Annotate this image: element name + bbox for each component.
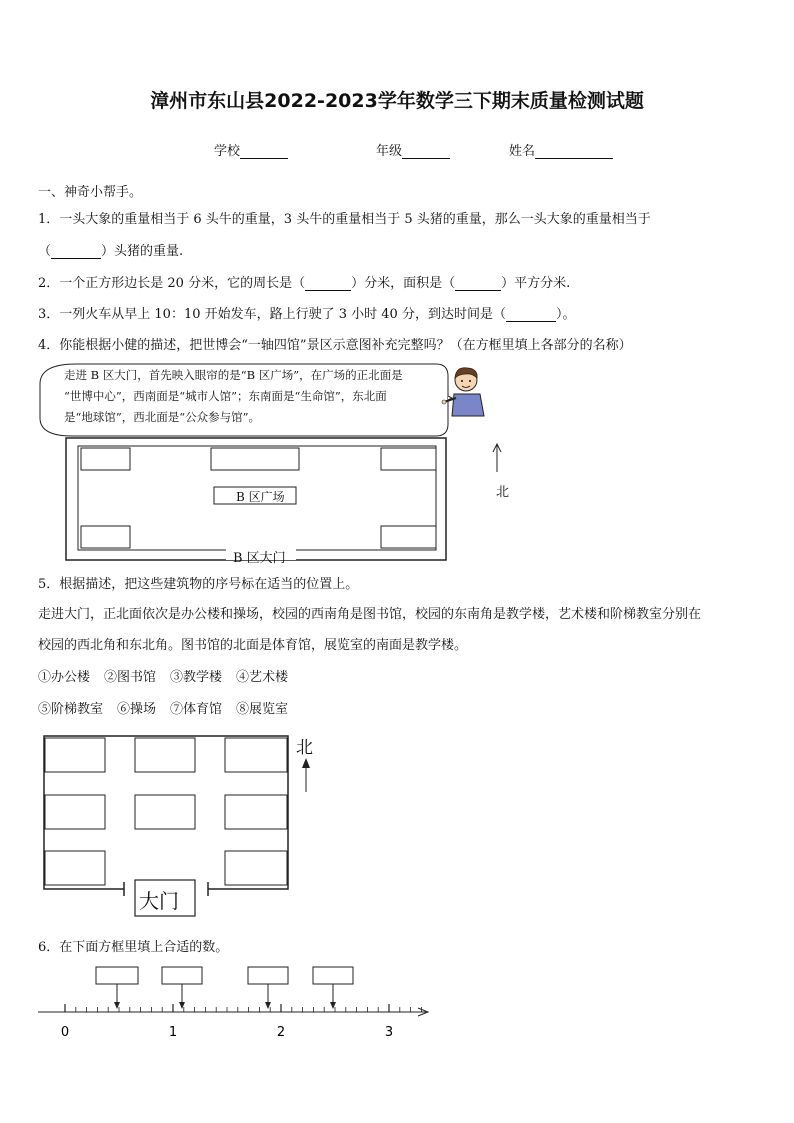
box-southeast[interactable] bbox=[381, 526, 436, 548]
plot-center[interactable] bbox=[135, 795, 195, 829]
q2-blank-perimeter[interactable] bbox=[305, 278, 351, 291]
q1-open: （ bbox=[38, 244, 52, 259]
q2-line bbox=[38, 272, 570, 291]
name-blank[interactable] bbox=[535, 145, 613, 159]
q5-desc-2: 校园的西北角和东北角。图书馆的北面是体育馆，展览室的南面是教学楼。 bbox=[38, 638, 468, 653]
q2-b: ）分米，面积是（ bbox=[351, 276, 456, 291]
q2-a: 2．一个正方形边长是 20 分米，它的周长是（ bbox=[38, 276, 306, 291]
q3-a: 3．一列火车从早上 10：10 开始发车，路上行驶了 3 小时 40 分，到达时间是（ bbox=[38, 307, 506, 322]
bubble-line-2: “世博中心”，西南面是“城市人馆”；东南面是“生命馆”，东北面 bbox=[64, 389, 387, 403]
answer-box-1[interactable] bbox=[96, 967, 138, 984]
bubble-line-1: 走进 B 区大门，首先映入眼帘的是“B 区广场”，在广场的正北面是 bbox=[64, 368, 403, 382]
tick-labels bbox=[61, 1025, 393, 1040]
plot-e[interactable] bbox=[225, 795, 287, 829]
tick-label-1: 1 bbox=[168, 1025, 178, 1040]
bubble-line-3: 是“地球馆”，西北面是“公众参与馆”。 bbox=[64, 410, 261, 424]
answer-box-4[interactable] bbox=[313, 967, 353, 984]
item-gym: ⑦体育馆 bbox=[170, 702, 223, 717]
item-playground: ⑥操场 bbox=[117, 702, 157, 717]
plot-n[interactable] bbox=[135, 738, 195, 772]
gate-label: 大门 bbox=[139, 889, 179, 913]
q4-question: 4．你能根据小健的描述，把世博会“一轴四馆”景区示意图补充完整吗？（在方框里填上各部分的名称） bbox=[38, 338, 632, 353]
q4-north-label: 北 bbox=[496, 485, 510, 500]
q1-line2 bbox=[38, 240, 183, 259]
box-north[interactable] bbox=[211, 448, 299, 470]
item-art: ④艺术楼 bbox=[236, 670, 289, 685]
page-title: 漳州市东山县2022-2023学年数学三下期末质量检测试题 bbox=[150, 90, 644, 112]
item-office: ①办公楼 bbox=[38, 670, 91, 685]
q1-line1: 1．一头大象的重量相当于 6 头牛的重量，3 头牛的重量相当于 5 头猪的重量，那么一头大象的重量相当于 bbox=[38, 212, 651, 227]
name-field bbox=[509, 140, 613, 159]
q5-items-row2 bbox=[38, 698, 302, 717]
q3-b: ）。 bbox=[555, 307, 576, 322]
plot-w[interactable] bbox=[45, 795, 105, 829]
q2-blank-area[interactable] bbox=[455, 278, 501, 291]
plot-nw[interactable] bbox=[45, 738, 105, 772]
q3-blank[interactable] bbox=[506, 309, 556, 322]
box-northwest[interactable] bbox=[81, 448, 130, 470]
grade-blank[interactable] bbox=[402, 145, 450, 159]
q5-desc-1: 走进大门，正北面依次是办公楼和操场，校园的西南角是图书馆，校园的东南角是教学楼，艺术楼和阶梯教室分别在 bbox=[38, 607, 702, 622]
tick-label-3: 3 bbox=[384, 1025, 394, 1040]
school-field bbox=[214, 140, 288, 159]
school-blank[interactable] bbox=[240, 145, 288, 159]
plaza-label: B 区广场 bbox=[236, 490, 285, 504]
section-heading: 一、神奇小帮手。 bbox=[38, 185, 143, 200]
pointers bbox=[114, 984, 336, 1009]
q1-close: ）头猪的重量. bbox=[101, 244, 184, 259]
q1-answer-blank[interactable] bbox=[51, 246, 101, 259]
q6-number-line bbox=[38, 962, 438, 1046]
plot-ne[interactable] bbox=[225, 738, 287, 772]
box-northeast[interactable] bbox=[381, 448, 436, 470]
q3-line bbox=[38, 303, 575, 322]
item-exhibition: ⑧展览室 bbox=[236, 702, 289, 717]
q5-items-row1 bbox=[38, 666, 302, 685]
item-lecture-hall: ⑤阶梯教室 bbox=[38, 702, 104, 717]
answer-box-2[interactable] bbox=[162, 967, 202, 984]
name-label: 姓名 bbox=[509, 144, 536, 159]
q5-campus-map bbox=[40, 732, 330, 924]
speech-bubble-text bbox=[40, 365, 448, 428]
box-southwest[interactable] bbox=[81, 526, 130, 548]
item-library: ②图书馆 bbox=[104, 670, 157, 685]
school-label: 学校 bbox=[214, 144, 241, 159]
q2-c: ）平方分米. bbox=[501, 276, 571, 291]
grade-label: 年级 bbox=[376, 144, 403, 159]
plot-se[interactable] bbox=[225, 851, 287, 885]
grade-field bbox=[376, 140, 450, 159]
answer-box-3[interactable] bbox=[248, 967, 288, 984]
q5-question: 5．根据描述，把这些建筑物的序号标在适当的位置上。 bbox=[38, 577, 359, 592]
item-teaching: ③教学楼 bbox=[170, 670, 223, 685]
tick-label-0: 0 bbox=[60, 1025, 70, 1040]
q6-question: 6．在下面方框里填上合适的数。 bbox=[38, 940, 229, 955]
plot-sw[interactable] bbox=[45, 851, 105, 885]
q5-north-label: 北 bbox=[296, 738, 313, 758]
b-gate-label: B 区大门 bbox=[233, 551, 286, 566]
tick-label-2: 2 bbox=[276, 1025, 286, 1040]
